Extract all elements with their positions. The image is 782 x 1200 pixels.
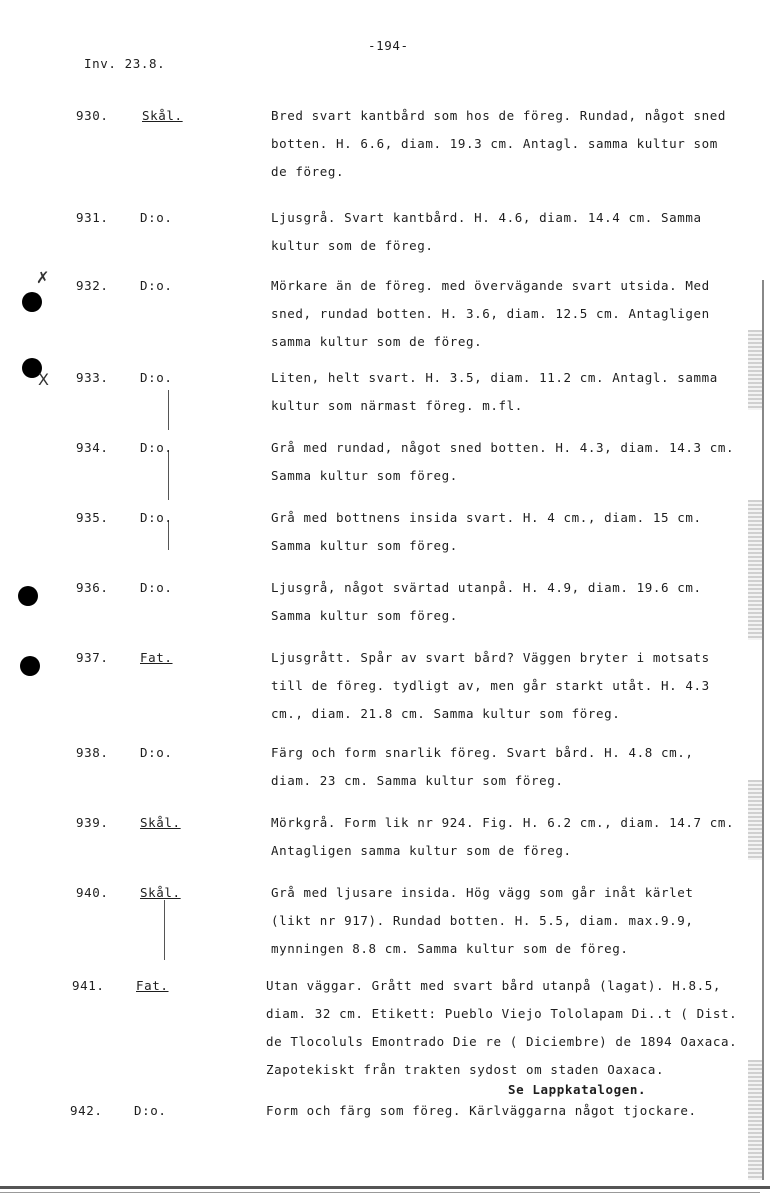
entry-description — [271, 434, 734, 490]
entry-description — [271, 644, 710, 728]
entry-number: 933. — [76, 370, 109, 385]
description-line: Utan väggar. Grått med svart bård utanpå (lagat). H.8.5, — [266, 978, 722, 993]
entry-type: Skål. — [140, 885, 181, 900]
entry-description — [266, 1097, 697, 1125]
margin-check-mark: ✗ — [36, 268, 50, 287]
entry-number: 936. — [76, 580, 109, 595]
entry-type: Fat. — [136, 978, 169, 993]
entry-description — [271, 272, 710, 356]
entry-type: D:o. — [140, 370, 173, 385]
ruled-line — [168, 390, 169, 430]
inventory-label: Inv. 23.8. — [84, 56, 166, 71]
entry-description — [271, 574, 702, 630]
description-line: Grå med ljusare insida. Hög vägg som går inåt kärlet — [271, 885, 694, 900]
bottom-rule — [0, 1186, 770, 1189]
margin-dot — [22, 292, 42, 312]
description-line: kultur som närmast föreg. m.fl. — [271, 398, 523, 413]
description-line: Form och färg som föreg. Kärlväggarna något tjockare. — [266, 1103, 697, 1118]
entry-description — [266, 972, 737, 1084]
margin-cross-mark: X — [38, 370, 49, 389]
entry-type: D:o. — [140, 580, 173, 595]
description-line: diam. 32 cm. Etikett: Pueblo Viejo Tololapam Di..t ( Dist. — [266, 1006, 738, 1021]
entry-type: D:o. — [140, 278, 173, 293]
description-line: mynningen 8.8 cm. Samma kultur som de föreg. — [271, 941, 629, 956]
description-line: (likt nr 917). Rundad botten. H. 5.5, diam. max.9.9, — [271, 913, 694, 928]
description-line: Ljusgrå, något svärtad utanpå. H. 4.9, diam. 19.6 cm. — [271, 580, 702, 595]
entry-description — [271, 102, 726, 186]
description-line: sned, rundad botten. H. 3.6, diam. 12.5 cm. Antagligen — [271, 306, 710, 321]
description-line: Ljusgrå. Svart kantbård. H. 4.6, diam. 14.4 cm. Samma — [271, 210, 702, 225]
entry-description — [271, 504, 702, 560]
description-line: botten. H. 6.6, diam. 19.3 cm. Antagl. samma kultur som — [271, 136, 718, 151]
description-line: Liten, helt svart. H. 3.5, diam. 11.2 cm. Antagl. samma — [271, 370, 718, 385]
description-line: Samma kultur som föreg. — [271, 538, 458, 553]
entry-description — [271, 739, 694, 795]
entry-number: 931. — [76, 210, 109, 225]
description-line: till de föreg. tydligt av, men går starkt utåt. H. 4.3 — [271, 678, 710, 693]
bottom-rule-thin — [0, 1192, 760, 1193]
entry-number: 942. — [70, 1103, 103, 1118]
description-line: Samma kultur som föreg. — [271, 608, 458, 623]
entry-type: D:o. — [140, 510, 173, 525]
description-line: Samma kultur som föreg. — [271, 468, 458, 483]
entry-number: 932. — [76, 278, 109, 293]
description-line: cm., diam. 21.8 cm. Samma kultur som föreg. — [271, 706, 621, 721]
description-line: diam. 23 cm. Samma kultur som föreg. — [271, 773, 564, 788]
description-line: samma kultur som de föreg. — [271, 334, 483, 349]
description-line: Zapotekiskt från trakten sydost om staden Oaxaca. — [266, 1062, 665, 1077]
catalog-note: Se Lappkatalogen. — [508, 1082, 647, 1097]
entry-type: Skål. — [142, 108, 183, 123]
description-line: Mörkare än de föreg. med övervägande svart utsida. Med — [271, 278, 710, 293]
margin-dot — [18, 586, 38, 606]
entry-number: 938. — [76, 745, 109, 760]
entry-description — [271, 204, 702, 260]
entry-description — [271, 809, 734, 865]
page-edge-rule — [762, 280, 764, 1180]
description-line: Ljusgrått. Spår av svart bård? Väggen bryter i motsats — [271, 650, 710, 665]
ruled-line — [164, 900, 165, 960]
entry-number: 934. — [76, 440, 109, 455]
entry-type: D:o. — [140, 440, 173, 455]
description-line: Grå med rundad, något sned botten. H. 4.3, diam. 14.3 cm. — [271, 440, 735, 455]
entry-description — [271, 879, 694, 963]
entry-number: 941. — [72, 978, 105, 993]
description-line: de Tlocoluls Emontrado Die re ( Diciembre) de 1894 Oaxaca. — [266, 1034, 738, 1049]
entry-number: 940. — [76, 885, 109, 900]
description-line: kultur som de föreg. — [271, 238, 434, 253]
entry-number: 939. — [76, 815, 109, 830]
entry-number: 937. — [76, 650, 109, 665]
entry-number: 935. — [76, 510, 109, 525]
description-line: Bred svart kantbård som hos de föreg. Rundad, något sned — [271, 108, 727, 123]
description-line: Antagligen samma kultur som de föreg. — [271, 843, 572, 858]
description-line: Färg och form snarlik föreg. Svart bård. H. 4.8 cm., — [271, 745, 694, 760]
entry-type: Skål. — [140, 815, 181, 830]
entry-type: D:o. — [140, 745, 173, 760]
ruled-line — [168, 450, 169, 500]
entry-type: D:o. — [134, 1103, 167, 1118]
entry-type: Fat. — [140, 650, 173, 665]
entry-number: 930. — [76, 108, 109, 123]
entry-description — [271, 364, 718, 420]
margin-dot — [20, 656, 40, 676]
page-number: -194- — [368, 38, 409, 53]
description-line: Mörkgrå. Form lik nr 924. Fig. H. 6.2 cm., diam. 14.7 cm. — [271, 815, 735, 830]
entry-type: D:o. — [140, 210, 173, 225]
description-line: de föreg. — [271, 164, 345, 179]
description-line: Grå med bottnens insida svart. H. 4 cm., diam. 15 cm. — [271, 510, 702, 525]
